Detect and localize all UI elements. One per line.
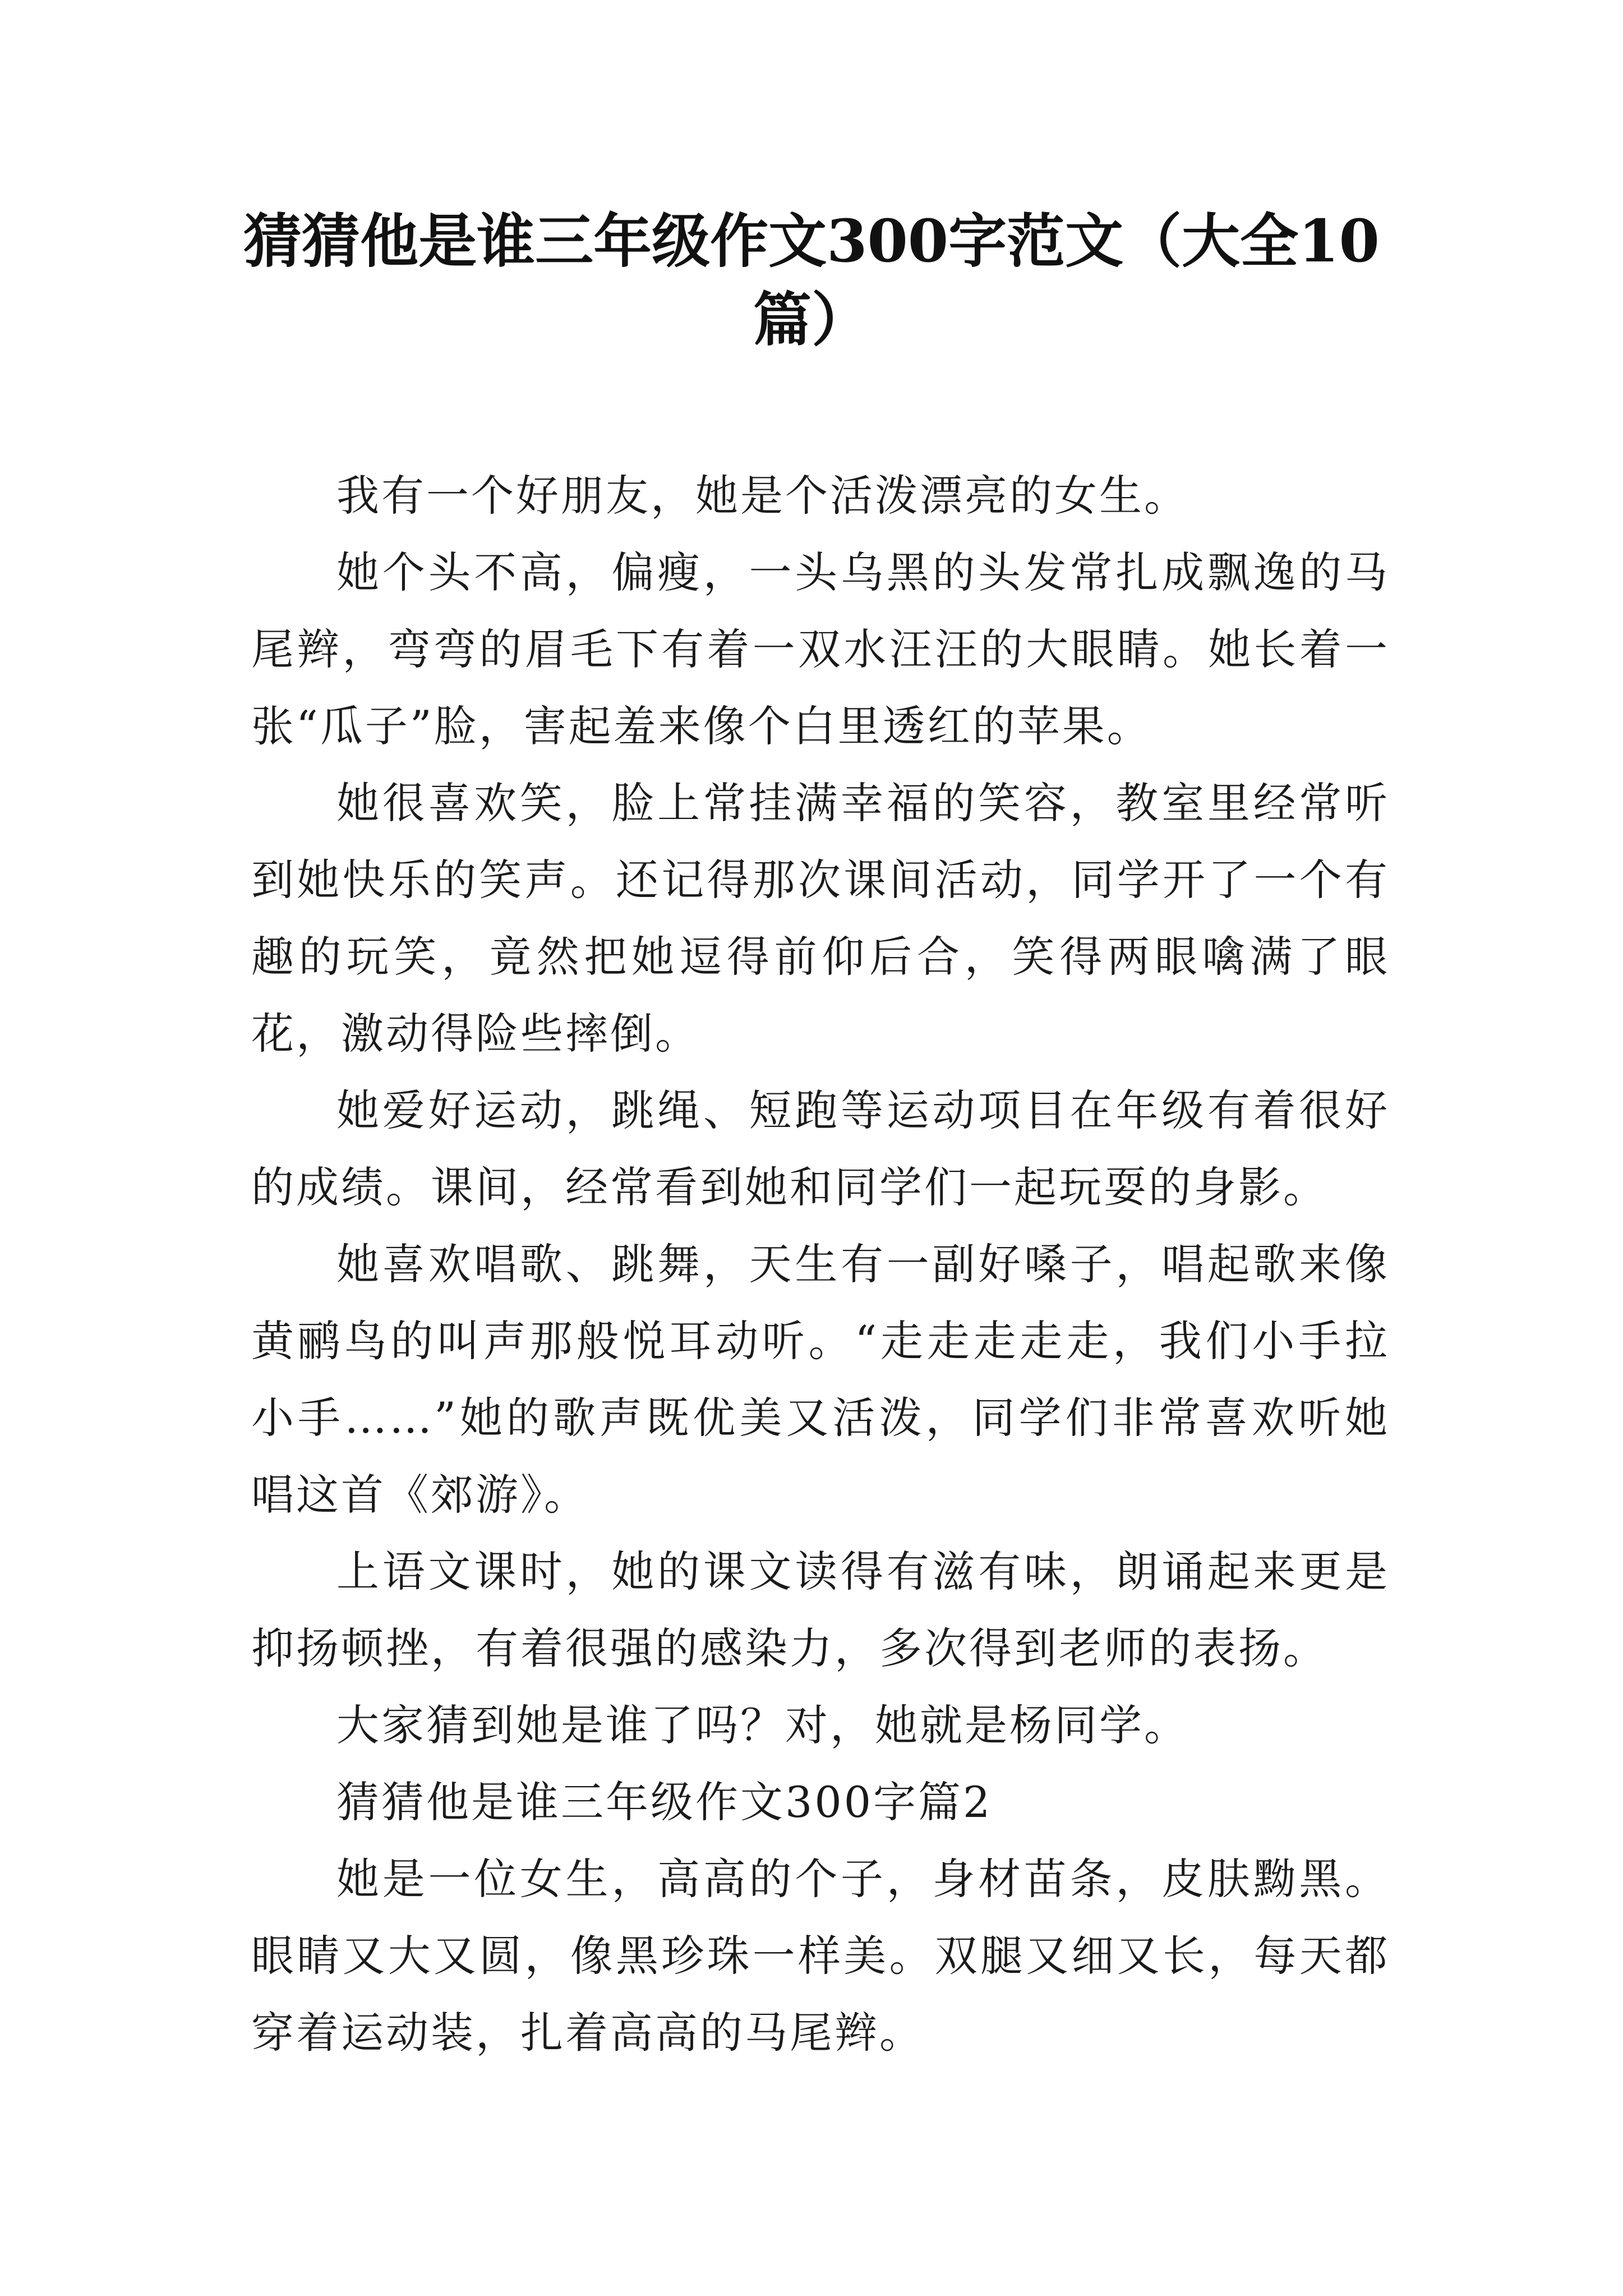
paragraph: 她个头不高，偏瘦，一头乌黑的头发常扎成飘逸的马尾辫，弯弯的眉毛下有着一双水汪汪的大眼睛。她长着一张“瓜子”脸，害起羞来像个白里透红的苹果。	[251, 547, 1390, 751]
paragraph: 她爱好运动，跳绳、短跑等运动项目在年级有着很好的成绩。课间，经常看到她和同学们一起玩耍的身影。	[251, 1085, 1390, 1212]
section-heading: 猜猜他是谁三年级作文300字篇2	[336, 1777, 993, 1827]
paragraph: 上语文课时，她的课文读得有滋有味，朗诵起来更是抑扬顿挫，有着很强的感染力，多次得到老师的表扬。	[251, 1547, 1390, 1673]
paragraph: 她很喜欢笑，脸上常挂满幸福的笑容，教室里经常听到她快乐的笑声。还记得那次课间活动，同学开了一个有趣的玩笑，竟然把她逗得前仰后合，笑得两眼噙满了眼花，激动得险些摔倒。	[251, 778, 1390, 1059]
paragraph: 大家猜到她是谁了吗？对，她就是杨同学。	[336, 1700, 1189, 1750]
document-title: 猜猜他是谁三年级作文300字范文（大全10篇）	[243, 206, 1380, 354]
paragraph: 我有一个好朋友，她是个活泼漂亮的女生。	[336, 471, 1189, 521]
paragraph: 她喜欢唱歌、跳舞，天生有一副好嗓子，唱起歌来像黄鹂鸟的叫声那般悦耳动听。“走走走走走，我们小手拉小手……”她的歌声既优美又活泼，同学们非常喜欢听她唱这首《郊游》。	[251, 1239, 1390, 1520]
paragraph: 她是一位女生，高高的个子，身材苗条，皮肤黝黑。眼睛又大又圆，像黑珍珠一样美。双腿又细又长，每天都穿着运动装，扎着高高的马尾辫。	[251, 1854, 1390, 2058]
document-body	[251, 457, 1390, 2071]
